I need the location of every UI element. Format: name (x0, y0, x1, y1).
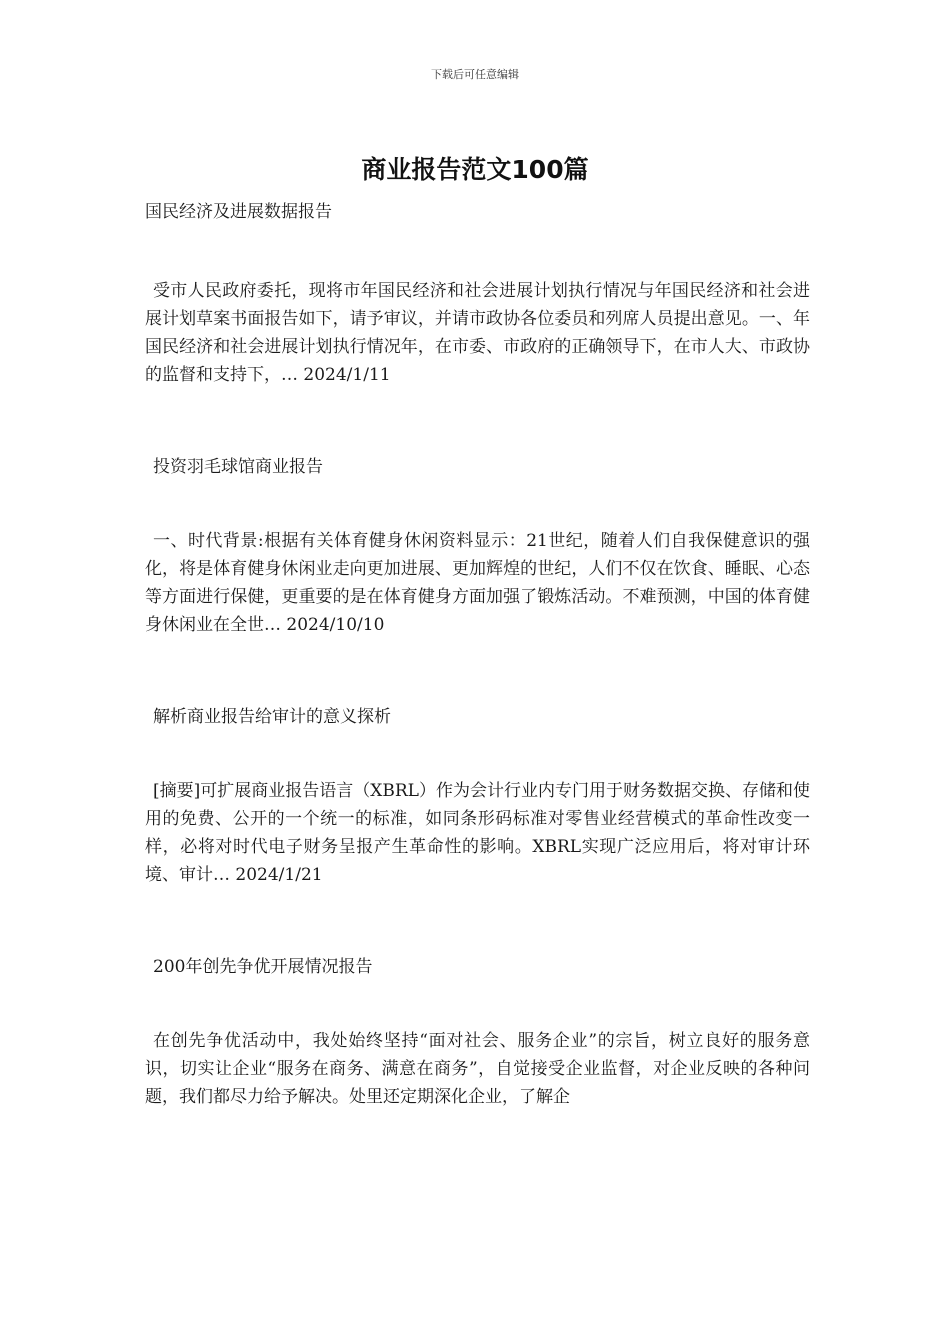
section-body: 受市人民政府委托，现将市年国民经济和社会进展计划执行情况与年国民经济和社会进展计划草案书面报告如下，请予审议，并请市政协各位委员和列席人员提出意见。一、年国民经济和社会进展计划执行情况年，在市委、市政府的正确领导下，在市人大、市政协的监督和支持下，… 2024/1/11 (145, 281, 810, 385)
section-2 (145, 453, 810, 639)
document-title: 商业报告范文100篇 (361, 155, 589, 184)
section-4 (145, 953, 810, 1111)
section-body: 在创先争优活动中，我处始终坚持“面对社会、服务企业”的宗旨，树立良好的服务意识，切实让企业“服务在商务、满意在商务”，自觉接受企业监督，对企业反映的各种问题，我们都尽力给予解决。处里还定期深化企业，了解企 (145, 1031, 810, 1107)
document-content (145, 198, 810, 1111)
section-heading: 解析商业报告给审计的意义探析 (153, 707, 391, 727)
header-note: 下载后可任意编辑 (431, 68, 519, 81)
section-spacer (145, 389, 810, 453)
section-spacer (145, 889, 810, 953)
section-1 (145, 198, 810, 389)
section-body: [摘要]可扩展商业报告语言（XBRL）作为会计行业内专门用于财务数据交换、存储和使用的免费、公开的一个统一的标准，如同条形码标准对零售业经营模式的革命性改变一样，必将对时代电子财务呈报产生革命性的影响。XBRL实现广泛应用后，将对审计环境、审计… 2024/1/21 (145, 781, 810, 885)
section-heading: 投资羽毛球馆商业报告 (153, 457, 323, 477)
section-3 (145, 703, 810, 889)
section-spacer (145, 639, 810, 703)
section-body: 一、时代背景:根据有关体育健身休闲资料显示：21世纪，随着人们自我保健意识的强化，将是体育健身休闲业走向更加进展、更加辉煌的世纪，人们不仅在饮食、睡眠、心态等方面进行保健，更重要的是在体育健身方面加强了锻炼活动。不难预测，中国的体育健身休闲业在全世… 2024/10/10 (145, 531, 810, 635)
section-heading: 200年创先争优开展情况报告 (153, 957, 373, 977)
section-heading: 国民经济及进展数据报告 (145, 202, 332, 222)
